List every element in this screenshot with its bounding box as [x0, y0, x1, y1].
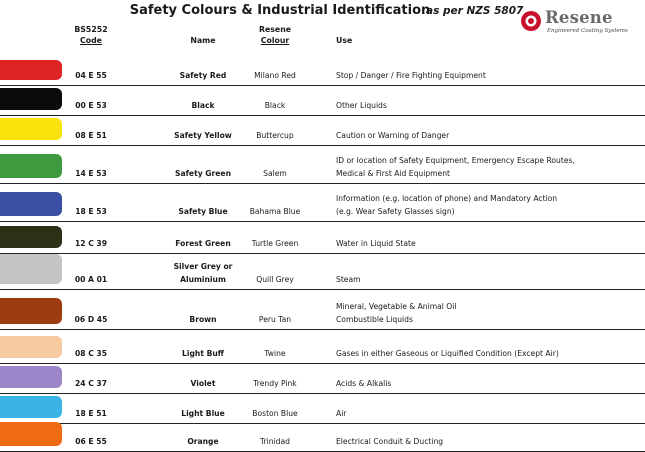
bs5252-code: 08 E 51 — [75, 131, 107, 140]
bs5252-code: 00 A 01 — [74, 275, 108, 284]
resene-colour: Twine — [264, 349, 286, 358]
colour-swatch — [0, 60, 62, 80]
use-description: Water in Liquid State — [336, 239, 416, 248]
table-row — [0, 424, 645, 452]
colour-swatch — [0, 118, 62, 140]
colour-swatch — [0, 366, 62, 388]
colour-swatch — [0, 396, 62, 418]
use-description: Mineral, Vegetable & Animal Oil — [336, 302, 457, 311]
use-description: Electrical Conduit & Ducting — [336, 437, 444, 446]
colour-swatch — [0, 192, 62, 216]
bs5252-code: 06 E 55 — [75, 437, 107, 446]
colour-name: Brown — [189, 315, 217, 324]
colour-swatch — [0, 336, 62, 358]
colour-name: Safety Yellow — [174, 131, 232, 140]
colour-name: Safety Green — [175, 169, 231, 178]
colour-name-line2: Aluminium — [180, 275, 226, 284]
bs5252-code: 04 E 55 — [75, 71, 107, 80]
use-description: Steam — [336, 275, 361, 284]
table-row — [0, 222, 645, 254]
bs5252-code: 18 E 51 — [75, 409, 107, 418]
use-description: Caution or Warning of Danger — [336, 131, 450, 140]
colour-name: Forest Green — [175, 239, 231, 248]
use-description: Air — [336, 409, 347, 418]
column-header-name: Name — [190, 36, 216, 45]
column-header-colour-brand: Resene — [258, 25, 292, 34]
column-header-code — [62, 24, 120, 46]
use-description: Other Liquids — [336, 101, 387, 110]
use-description: Gases in either Gaseous or Liquified Condition (Except Air) — [336, 349, 559, 358]
colour-name: Light Buff — [182, 349, 224, 358]
colour-name: Silver Grey or — [173, 262, 233, 271]
table-row — [0, 116, 645, 146]
colour-name: Black — [191, 101, 215, 110]
resene-colour: Black — [264, 101, 286, 110]
column-header-code-label: Code — [80, 36, 102, 45]
page-title: Safety Colours & Industrial Identification — [129, 3, 431, 18]
logo-tagline: Engineered Coating Systems — [547, 28, 628, 34]
use-description-line2: (e.g. Wear Safety Glasses sign) — [336, 207, 455, 216]
table-row — [0, 290, 645, 330]
colour-swatch — [0, 422, 62, 446]
colour-name: Orange — [187, 437, 219, 446]
use-description: Acids & Alkalis — [336, 379, 392, 388]
table-row — [0, 254, 645, 290]
bs5252-code: 00 E 53 — [75, 101, 107, 110]
bs5252-code: 24 C 37 — [75, 379, 107, 388]
colour-name: Safety Red — [179, 71, 227, 80]
logo-wordmark: Resene — [545, 8, 613, 27]
table-row — [0, 330, 645, 364]
column-header-colour — [242, 24, 308, 46]
resene-colour: Milano Red — [254, 71, 296, 80]
use-description: Information (e.g. location of phone) and Mandatory Action — [336, 194, 558, 203]
bs5252-code: 12 C 39 — [75, 239, 107, 248]
use-description: Stop / Danger / Fire Fighting Equipment — [336, 71, 486, 80]
use-description: ID or location of Safety Equipment, Emergency Escape Routes, — [336, 156, 575, 165]
colour-swatch — [0, 88, 62, 110]
resene-colour: Buttercup — [256, 131, 294, 140]
resene-colour: Turtle Green — [251, 239, 299, 248]
colour-name: Violet — [190, 379, 216, 388]
resene-colour: Quill Grey — [256, 275, 294, 284]
bs5252-code: 06 D 45 — [74, 315, 108, 324]
colour-name: Safety Blue — [178, 207, 228, 216]
use-description-line2: Combustible Liquids — [336, 315, 413, 324]
table-row — [0, 364, 645, 394]
table-row — [0, 184, 645, 222]
standard-subtitle: as per NZS 5807 — [426, 5, 524, 17]
colour-swatch — [0, 226, 62, 248]
colour-name: Light Blue — [181, 409, 225, 418]
colour-swatch — [0, 298, 62, 324]
resene-colour: Peru Tan — [258, 315, 292, 324]
bs5252-code: 18 E 53 — [75, 207, 107, 216]
colour-swatch — [0, 154, 62, 178]
resene-colour: Bahama Blue — [249, 207, 301, 216]
resene-colour: Boston Blue — [252, 409, 298, 418]
bs5252-code: 08 C 35 — [75, 349, 107, 358]
resene-colour: Salem — [263, 169, 287, 178]
resene-colour: Trinidad — [260, 437, 290, 446]
resene-logo-icon — [520, 10, 542, 32]
column-header-colour-label: Colour — [260, 36, 290, 45]
column-header-use: Use — [336, 36, 353, 45]
table-row — [0, 86, 645, 116]
use-description-line2: Medical & First Aid Equipment — [336, 169, 450, 178]
column-header-code-standard: BS5252 — [74, 25, 108, 34]
table-row — [0, 394, 645, 424]
bs5252-code: 14 E 53 — [75, 169, 107, 178]
resene-logo — [520, 8, 638, 40]
resene-colour: Trendy Pink — [253, 379, 297, 388]
colour-swatch — [0, 254, 62, 284]
table-row — [0, 52, 645, 86]
table-row — [0, 146, 645, 184]
